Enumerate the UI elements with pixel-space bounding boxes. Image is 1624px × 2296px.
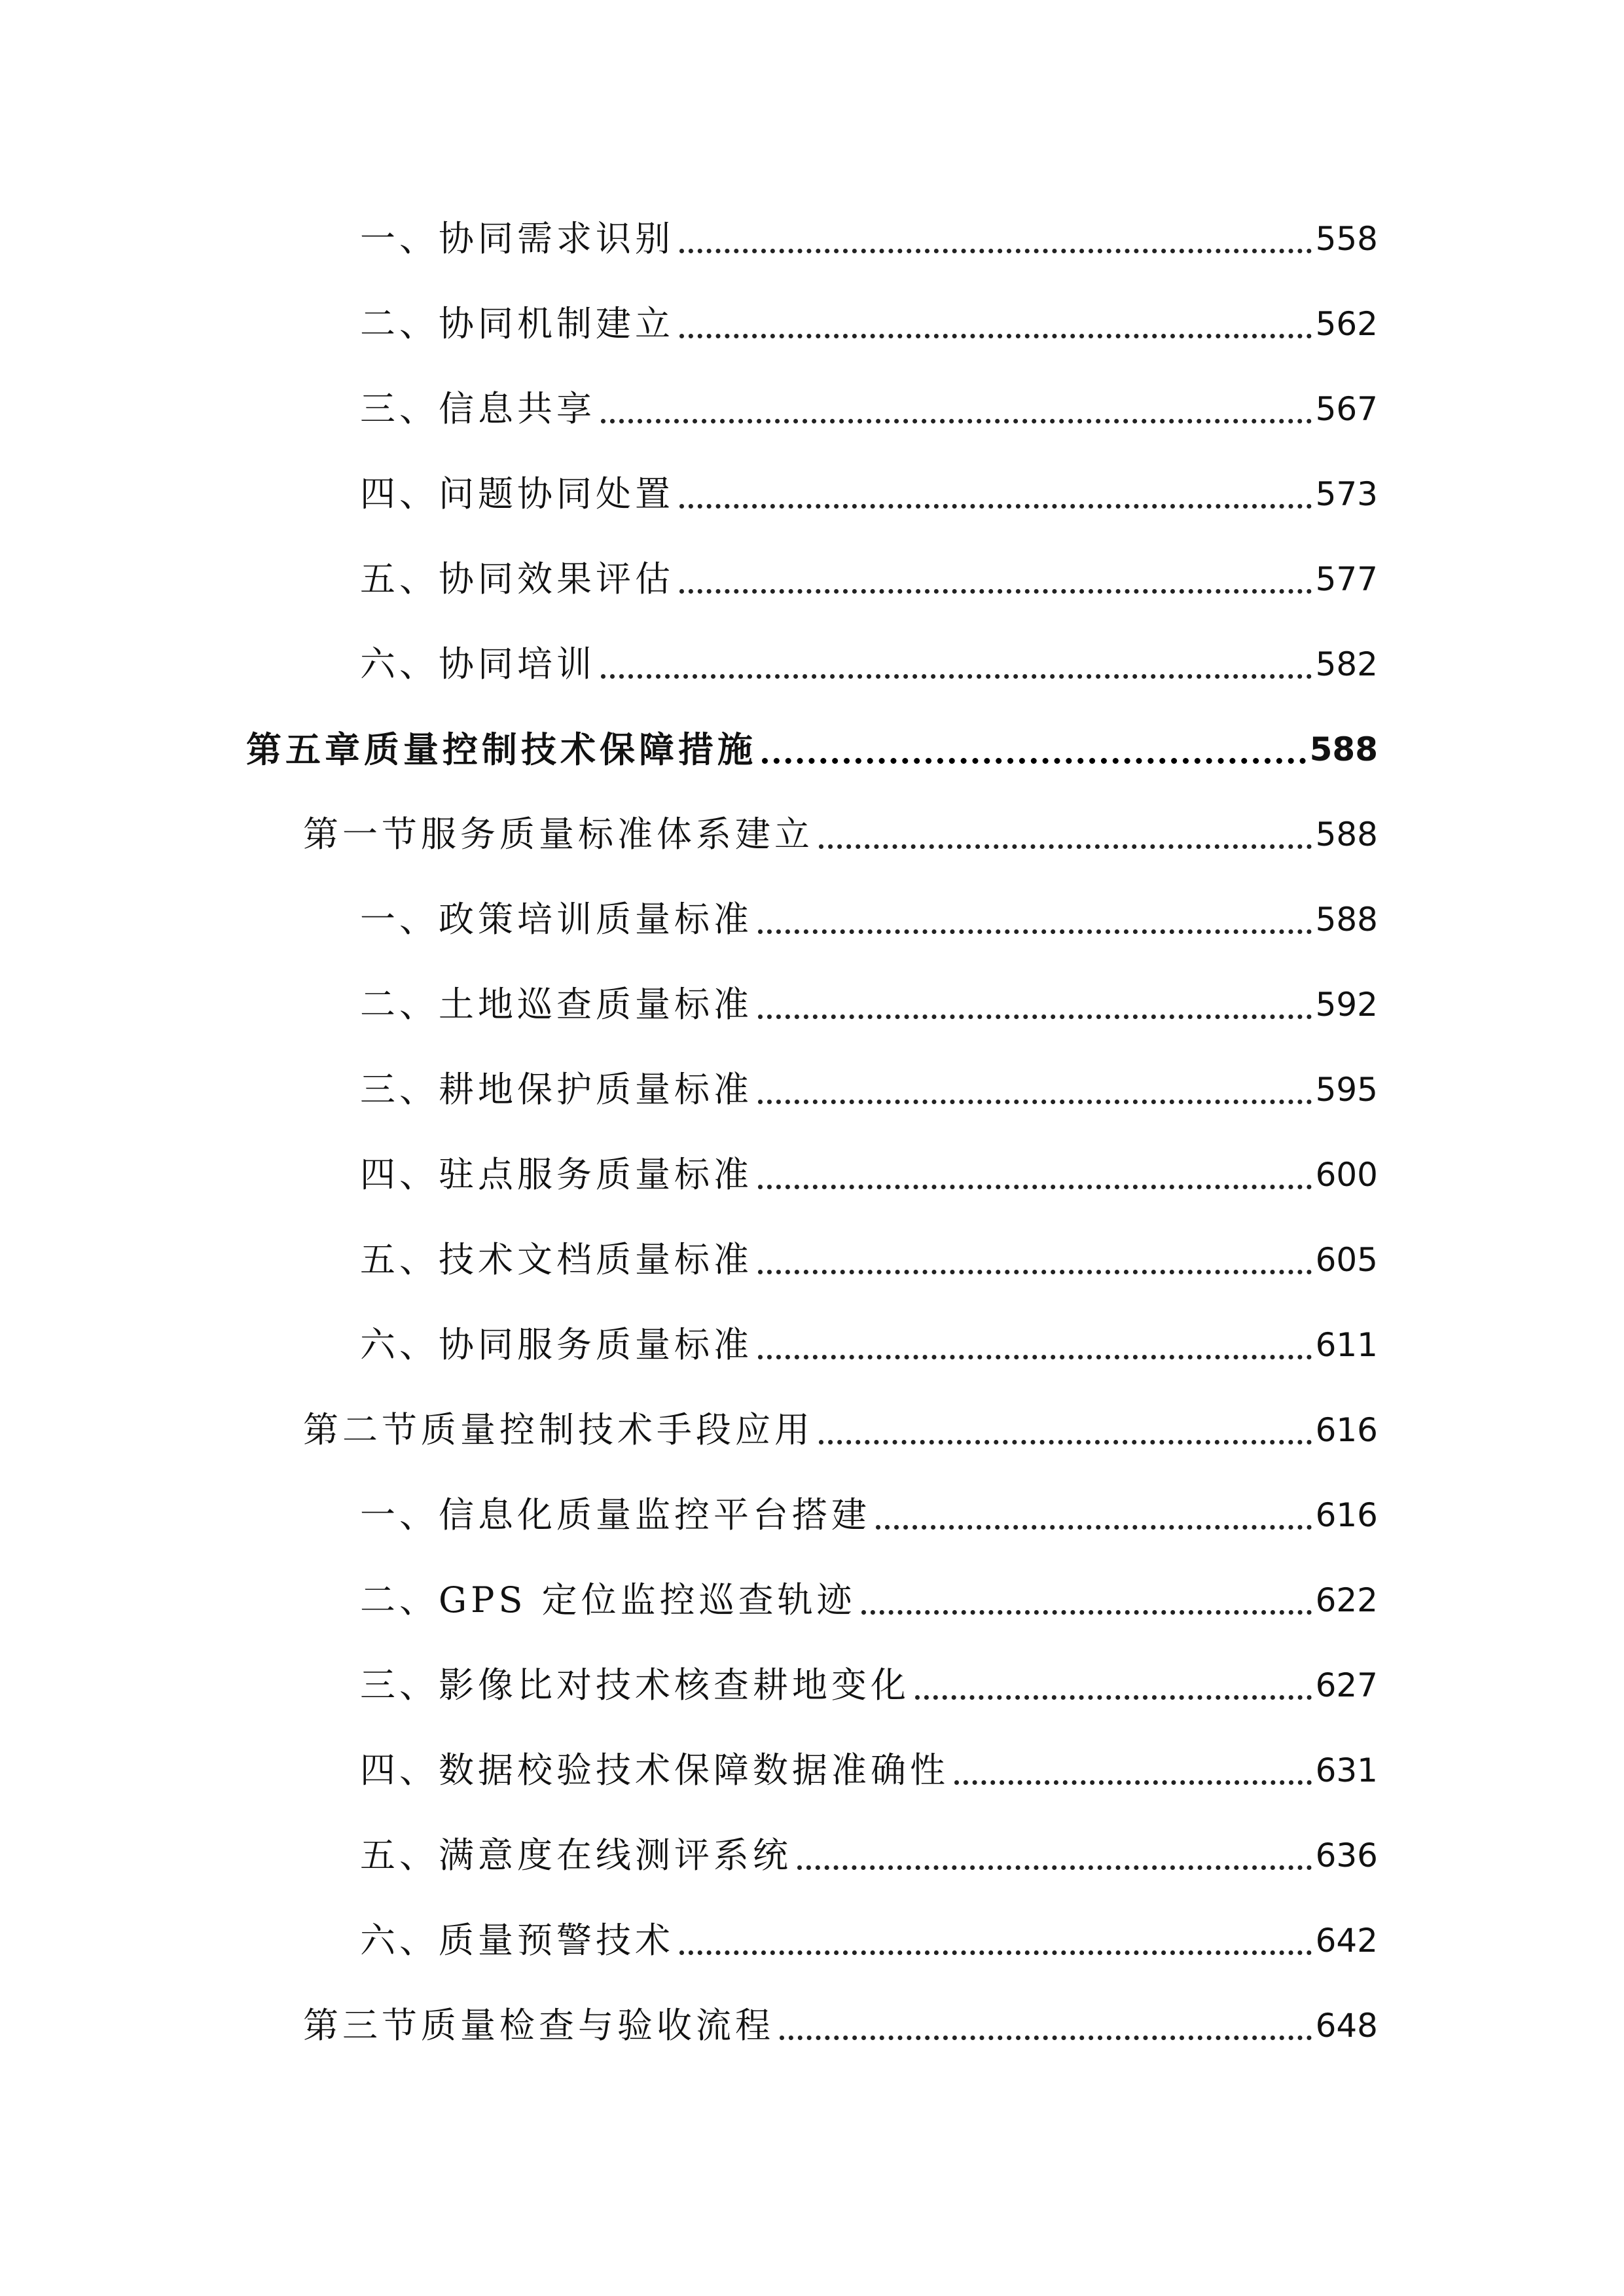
toc-entry[interactable]	[360, 1319, 1378, 1371]
toc-section-entry[interactable]	[303, 808, 1378, 861]
toc-page-number: 642	[1315, 1922, 1378, 1960]
toc-page-number: 558	[1315, 220, 1378, 258]
dot-leader	[679, 494, 1312, 509]
toc-chapter-entry[interactable]	[246, 723, 1378, 776]
toc-entry[interactable]	[360, 468, 1378, 520]
dot-leader	[758, 1090, 1312, 1104]
toc-section-entry[interactable]	[303, 2000, 1378, 2052]
toc-entry-title: 六、协同培训	[360, 643, 596, 685]
toc-entry-title: 三、耕地保护质量标准	[360, 1069, 753, 1110]
dot-leader	[758, 1175, 1312, 1189]
dot-leader	[758, 1345, 1312, 1359]
dot-leader	[679, 239, 1312, 253]
toc-page-number: 588	[1315, 816, 1378, 853]
dot-leader	[758, 1005, 1312, 1019]
toc-entry-title: 第三节质量检查与验收流程	[303, 2005, 774, 2046]
toc-entry-title: 二、土地巡查质量标准	[360, 984, 753, 1025]
toc-entry-title: 四、驻点服务质量标准	[360, 1154, 753, 1195]
toc-entry-title: 六、质量预警技术	[360, 1920, 674, 1961]
toc-page-number: 582	[1315, 645, 1378, 683]
toc-entry-title: 第二节质量控制技术手段应用	[303, 1409, 814, 1450]
toc-page-number: 622	[1315, 1581, 1378, 1619]
toc-entry-title: 六、协同服务质量标准	[360, 1324, 753, 1365]
toc-page-number: 605	[1315, 1241, 1378, 1279]
toc-page-number: 616	[1315, 1496, 1378, 1534]
toc-entry[interactable]	[360, 893, 1378, 946]
toc-page-number: 595	[1315, 1071, 1378, 1109]
toc-page-number: 577	[1315, 560, 1378, 598]
toc-page-number: 636	[1315, 1837, 1378, 1874]
dot-leader	[954, 1770, 1312, 1785]
dot-leader	[861, 1600, 1312, 1615]
toc-entry-title: 五、满意度在线测评系统	[360, 1835, 792, 1876]
toc-page-number: 600	[1315, 1156, 1378, 1194]
toc-entry-title: 四、数据校验技术保障数据准确性	[360, 1749, 949, 1791]
dot-leader	[679, 324, 1312, 338]
toc-page-number: 631	[1315, 1751, 1378, 1789]
toc-entry[interactable]	[360, 1234, 1378, 1286]
toc-entry-title: 第一节服务质量标准体系建立	[303, 814, 814, 855]
toc-entry[interactable]	[360, 1149, 1378, 1201]
toc-page-number: 567	[1315, 390, 1378, 428]
dot-leader	[819, 834, 1312, 849]
toc-entry[interactable]	[360, 383, 1378, 435]
dot-leader	[601, 409, 1312, 423]
toc-section-entry[interactable]	[303, 1404, 1378, 1456]
toc-entry-title: 二、GPS 定位监控巡查轨迹	[360, 1579, 856, 1621]
toc-entry[interactable]	[360, 1829, 1378, 1882]
toc-entry-title: 一、政策培训质量标准	[360, 899, 753, 940]
toc-entry[interactable]	[360, 1489, 1378, 1541]
toc-entry[interactable]	[360, 1744, 1378, 1797]
toc-entry[interactable]	[360, 1064, 1378, 1116]
dot-leader	[915, 1685, 1312, 1700]
dot-leader	[876, 1515, 1312, 1530]
toc-entry-title: 一、信息化质量监控平台搭建	[360, 1494, 871, 1535]
dot-leader	[780, 2026, 1312, 2040]
toc-entry-title: 五、技术文档质量标准	[360, 1239, 753, 1280]
toc-entry[interactable]	[360, 1659, 1378, 1712]
toc-entry-title: 四、问题协同处置	[360, 473, 674, 514]
toc-entry[interactable]	[360, 553, 1378, 605]
toc-page-number: 616	[1315, 1411, 1378, 1449]
toc-page-number: 592	[1315, 986, 1378, 1024]
dot-leader	[797, 1856, 1312, 1870]
dot-leader	[762, 749, 1306, 764]
toc-page-number: 562	[1315, 305, 1378, 343]
dot-leader	[601, 664, 1312, 679]
toc-page-number: 627	[1315, 1666, 1378, 1704]
toc-entry[interactable]	[360, 298, 1378, 350]
dot-leader	[679, 1941, 1312, 1955]
toc-page-number: 588	[1315, 901, 1378, 939]
dot-leader	[758, 1260, 1312, 1274]
toc-entry[interactable]	[360, 638, 1378, 691]
toc-entry[interactable]	[360, 978, 1378, 1031]
toc-entry-title: 三、影像比对技术核查耕地变化	[360, 1664, 910, 1706]
toc-entry-title: 二、协同机制建立	[360, 303, 674, 344]
toc-entry[interactable]	[360, 1574, 1378, 1626]
toc-entry-title: 三、信息共享	[360, 388, 596, 429]
toc-page-number: 611	[1315, 1326, 1378, 1364]
dot-leader	[758, 920, 1312, 934]
toc-page-number: 588	[1309, 730, 1378, 768]
toc-entry-title: 一、协同需求识别	[360, 218, 674, 259]
toc-page-number: 573	[1315, 475, 1378, 513]
toc-entry[interactable]	[360, 1914, 1378, 1967]
toc-entry-title: 第五章质量控制技术保障措施	[246, 728, 757, 770]
dot-leader	[819, 1430, 1312, 1444]
toc-entry-title: 五、协同效果评估	[360, 558, 674, 600]
dot-leader	[679, 579, 1312, 594]
toc-page-number: 648	[1315, 2007, 1378, 2045]
toc-entry[interactable]	[360, 213, 1378, 265]
